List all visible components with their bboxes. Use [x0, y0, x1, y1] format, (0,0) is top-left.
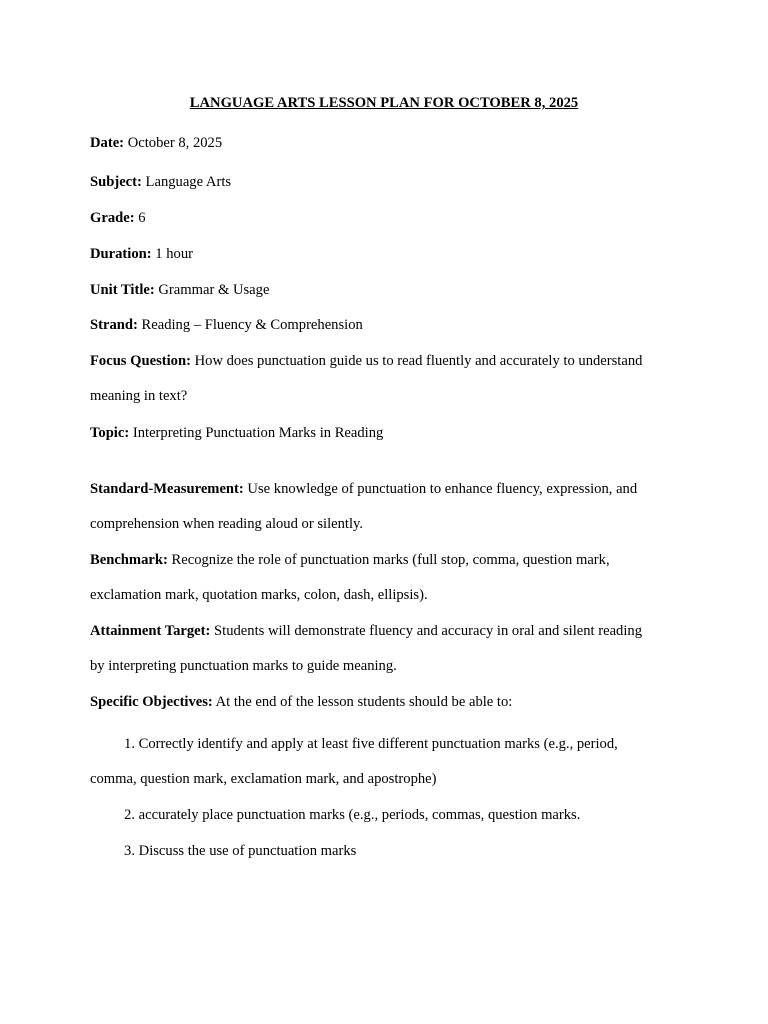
strand-field — [90, 316, 690, 334]
grade-field — [90, 209, 690, 227]
objectives-value: At the end of the lesson students should be able to: — [215, 694, 513, 710]
duration-value: 1 hour — [155, 246, 193, 262]
strand-label: Strand: — [90, 317, 138, 333]
subject-label: Subject: — [90, 174, 142, 190]
grade-label: Grade: — [90, 210, 135, 226]
focus-question-label: Focus Question: — [90, 353, 191, 369]
list-item-text: accurately place punctuation marks (e.g., periods, commas, question marks. — [138, 807, 581, 823]
standard-continuation: comprehension when reading aloud or silently. — [90, 516, 364, 532]
objectives-field — [90, 693, 690, 711]
standard-label: Standard-Measurement: — [90, 481, 244, 497]
grade-value: 6 — [138, 210, 146, 226]
attainment-label: Attainment Target: — [90, 623, 211, 639]
topic-label: Topic: — [90, 425, 130, 441]
date-field — [90, 134, 690, 152]
topic-field — [90, 424, 690, 442]
list-item — [113, 842, 356, 860]
attainment-continuation: by interpreting punctuation marks to guide meaning. — [90, 658, 397, 674]
list-item-text: Correctly identify and apply at least five different punctuation marks (e.g., period, — [138, 736, 618, 752]
subject-value: Language Arts — [145, 174, 232, 190]
subject-field — [90, 173, 690, 191]
standard-field — [90, 480, 690, 498]
duration-field — [90, 245, 690, 263]
duration-label: Duration: — [90, 246, 152, 262]
list-item-number: 1. — [124, 736, 135, 752]
list-item — [113, 806, 580, 824]
benchmark-label: Benchmark: — [90, 552, 168, 568]
date-value: October 8, 2025 — [127, 135, 223, 151]
focus-question-value: How does punctuation guide us to read fluently and accurately to understand — [194, 353, 643, 369]
list-item-number: 3. — [124, 843, 135, 859]
topic-value: Interpreting Punctuation Marks in Reading — [132, 425, 384, 441]
attainment-field — [90, 622, 690, 640]
strand-value: Reading – Fluency & Comprehension — [141, 317, 363, 333]
document-title: LANGUAGE ARTS LESSON PLAN FOR OCTOBER 8, 2025 — [189, 95, 579, 111]
list-item-number: 2. — [124, 807, 135, 823]
list-item-continuation: comma, question mark, exclamation mark, and apostrophe) — [90, 771, 437, 787]
focus-question-continuation: meaning in text? — [90, 388, 188, 404]
list-item-text: Discuss the use of punctuation marks — [138, 843, 357, 859]
unit-title-value: Grammar & Usage — [158, 282, 270, 298]
list-item — [113, 735, 618, 753]
standard-value: Use knowledge of punctuation to enhance fluency, expression, and — [247, 481, 638, 497]
benchmark-continuation: exclamation mark, quotation marks, colon, dash, ellipsis). — [90, 587, 428, 603]
benchmark-value: Recognize the role of punctuation marks (full stop, comma, question mark, — [171, 552, 610, 568]
unit-title-label: Unit Title: — [90, 282, 155, 298]
date-label: Date: — [90, 135, 125, 151]
objectives-label: Specific Objectives: — [90, 694, 213, 710]
attainment-value: Students will demonstrate fluency and accuracy in oral and silent reading — [214, 623, 642, 639]
focus-question-field — [90, 352, 690, 370]
unit-title-field — [90, 281, 690, 299]
benchmark-field — [90, 551, 690, 569]
